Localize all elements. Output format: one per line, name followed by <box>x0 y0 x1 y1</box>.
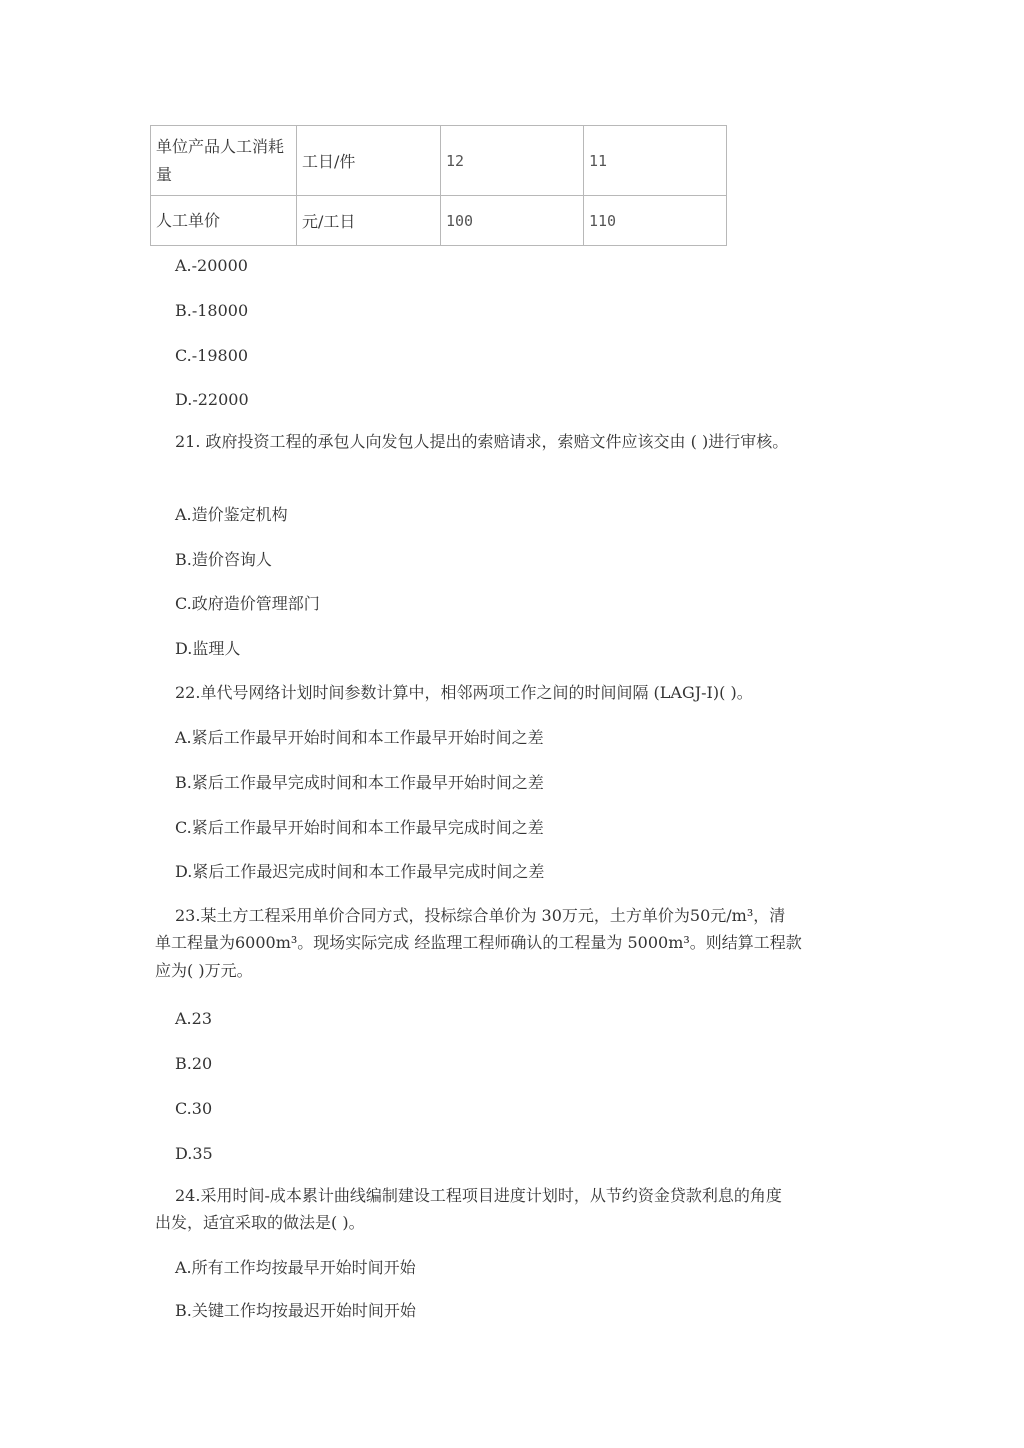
option-d: D.35 <box>175 1144 213 1163</box>
option-d: D.紧后工作最迟完成时间和本工作最早完成时间之差 <box>175 862 545 881</box>
table-row <box>151 196 727 246</box>
option-a: A.23 <box>175 1009 212 1028</box>
option-b: B.20 <box>175 1054 213 1073</box>
option-d: D.-22000 <box>175 390 249 409</box>
table-cell: 100 <box>441 196 584 246</box>
question-23-stem-line1: 23.某土方工程采用单价合同方式，投标综合单价为 30万元，土方单价为50元/m³，清 <box>175 906 786 925</box>
option-b: B.关键工作均按最迟开始时间开始 <box>175 1301 416 1320</box>
option-b: B.造价咨询人 <box>175 550 272 569</box>
option-b: B.-18000 <box>175 301 249 320</box>
option-d: D.监理人 <box>175 639 241 658</box>
table-row <box>151 126 727 196</box>
table-cell: 人工单价 <box>151 196 297 246</box>
option-a: A.紧后工作最早开始时间和本工作最早开始时间之差 <box>175 728 544 747</box>
option-a: A.造价鉴定机构 <box>175 505 288 524</box>
question-23-stem-line3: 应为( )万元。 <box>155 961 253 980</box>
option-a: A.-20000 <box>175 256 248 275</box>
question-24-stem-line1: 24.采用时间-成本累计曲线编制建设工程项目进度计划时，从节约资金贷款利息的角度 <box>175 1186 782 1205</box>
table-cell: 单位产品人工消耗量 <box>151 126 297 196</box>
table-cell: 11 <box>584 126 727 196</box>
option-c: C.紧后工作最早开始时间和本工作最早完成时间之差 <box>175 818 544 837</box>
table-cell: 元/工日 <box>297 196 441 246</box>
table-cell: 110 <box>584 196 727 246</box>
option-c: C.政府造价管理部门 <box>175 594 320 613</box>
labor-cost-table <box>150 125 727 246</box>
question-23-stem-line2: 单工程量为6000m³。现场实际完成 经监理工程师确认的工程量为 5000m³。则结算工程款 <box>155 933 802 952</box>
option-a: A.所有工作均按最早开始时间开始 <box>175 1258 416 1277</box>
question-24-stem-line2: 出发，适宜采取的做法是( )。 <box>155 1213 365 1232</box>
table-cell: 工日/件 <box>297 126 441 196</box>
option-c: C.-19800 <box>175 346 249 365</box>
option-c: C.30 <box>175 1099 213 1118</box>
question-22-stem: 22.单代号网络计划时间参数计算中，相邻两项工作之间的时间间隔 (LAGJ-I)( )。 <box>175 683 753 702</box>
table-cell: 12 <box>441 126 584 196</box>
option-b: B.紧后工作最早完成时间和本工作最早开始时间之差 <box>175 773 544 792</box>
question-21-stem: 21. 政府投资工程的承包人向发包人提出的索赔请求，索赔文件应该交由 ( )进行审核。 <box>175 432 789 451</box>
